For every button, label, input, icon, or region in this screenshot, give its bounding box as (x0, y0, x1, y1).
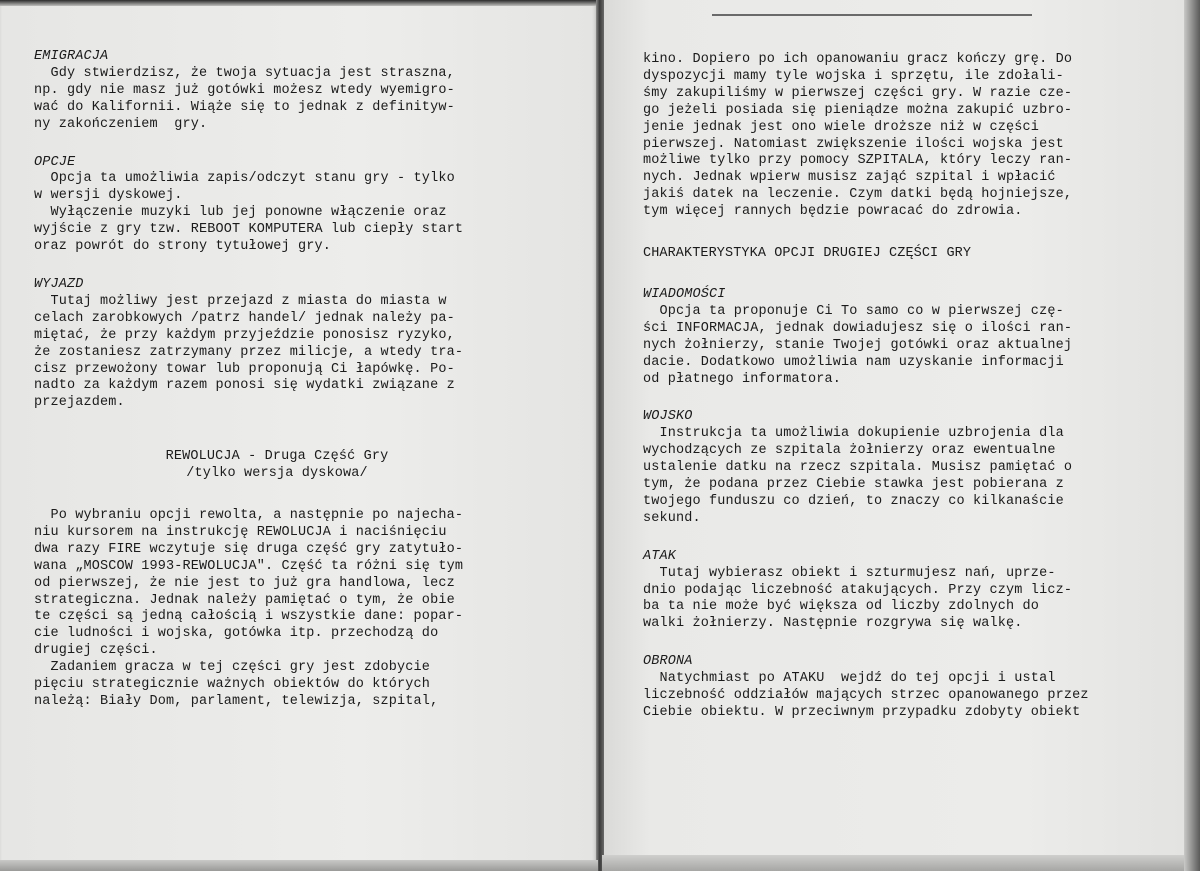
text-line: że zostaniesz zatrzymany przez milicje, a wtedy tra- (34, 344, 464, 360)
section-heading-opcje: OPCJE (34, 154, 76, 170)
text-line: Ciebie obiektu. W przeciwnym przypadku zdobyty obiekt (643, 705, 1081, 720)
text-line: Natychmiast po ATAKU wejdź do tej opcji i ustal (643, 671, 1056, 687)
text-line: od płatnego informatora. (643, 371, 842, 387)
right-column (643, 52, 1129, 722)
right-page-edge (1184, 0, 1200, 871)
text-line: kino. Dopiero po ich opanowaniu gracz kończy grę. Do (643, 52, 1073, 67)
text-line: Opcja ta umożliwia zapis/odczyt stanu gry - tylko (34, 171, 455, 187)
text-line: wychodzących ze szpitala żołnierzy oraz ewentualne (643, 443, 1056, 459)
text-line: walki żołnierzy. Następnie rozgrywa się walkę. (643, 616, 1023, 632)
text-line: strategiczna. Jednak należy pamiętać o tym, że obie (34, 592, 455, 608)
section-heading-wojsko: WOJSKO (643, 409, 693, 425)
text-line: Zadaniem gracza w tej części gry jest zdobycie (34, 660, 431, 676)
text-line: dwa razy FIRE wczytuje się druga część gry zatytuło- (34, 541, 464, 557)
text-line: jenie jednak jest ono wiele droższe niż w części (643, 119, 1040, 135)
text-line: przejazdem. (34, 395, 125, 411)
text-line: te części są jedną całością i wszystkie dane: popar- (34, 609, 464, 625)
options-section-title: CHARAKTERYSTYKA OPCJI DRUGIEJ CZĘŚCI GRY (643, 246, 972, 262)
text-line: tym, że podana przez Ciebie stawka jest pobierana z (643, 477, 1064, 493)
part-two-subtitle: /tylko wersja dyskowa/ (186, 466, 368, 482)
text-line: cie ludności i wojska, gotówka itp. przechodzą do (34, 626, 439, 642)
text-line: niu kursorem na instrukcję REWOLUCJA i naciśnięciu (34, 524, 447, 540)
text-line: Tutaj wybierasz obiekt i szturmujesz nań, uprze- (643, 565, 1056, 581)
section-heading-wiadomosci: WIADOMOŚCI (643, 286, 726, 302)
text-line: cisz przewożony towar lub proponują Ci łapówkę. Po- (34, 361, 455, 377)
page-top-edge (0, 0, 598, 6)
text-line: od pierwszej, że nie jest to już gra handlowa, lecz (34, 575, 455, 591)
text-line: ny zakończeniem gry. (34, 116, 208, 132)
text-line: tym więcej rannych będzie powracać do zdrowia. (643, 204, 1023, 220)
section-heading-obrona: OBRONA (643, 654, 693, 670)
text-line: go jeżeli posiada się pieniądze można zakupić uzbro- (643, 102, 1073, 118)
right-page-bottom-edge (602, 855, 1200, 871)
text-line: nych żołnierzy, stanie Twojej gotówki oraz aktualnej (643, 337, 1073, 353)
text-line: wać do Kalifornii. Wiąże się to jednak z definityw- (34, 99, 455, 115)
text-line: Instrukcja ta umożliwia dokupienie uzbrojenia dla (643, 426, 1064, 442)
section-heading-wyjazd: WYJAZD (34, 276, 84, 292)
text-line: nych. Jednak wpierw musisz zająć szpital i wpłacić (643, 170, 1056, 186)
text-line: Wyłączenie muzyki lub jej ponowne włączenie oraz (34, 205, 447, 221)
header-rule (712, 14, 1032, 16)
left-page-bottom-edge (0, 860, 598, 871)
text-line: ustalenie datku na rzecz szpitala. Musisz pamiętać o (643, 460, 1073, 476)
text-line: dnio podając liczebność atakujących. Przy czym licz- (643, 582, 1073, 598)
book-gutter (596, 0, 604, 871)
text-line: drugiej części. (34, 643, 158, 659)
text-line: liczebność oddziałów mających strzec opanowanego przez (643, 688, 1089, 704)
text-line: dyspozycji mamy tyle wojska i sprzętu, ile zdołali- (643, 68, 1064, 84)
section-heading-emigracja: EMIGRACJA (34, 49, 109, 64)
text-line: dacie. Dodatkowo umożliwia nam uzyskanie informacji (643, 354, 1064, 370)
text-line: należą: Biały Dom, parlament, telewizja, szpital, (34, 694, 439, 709)
text-line: pierwszej. Natomiast zwiększenie ilości wojska jest (643, 136, 1064, 152)
text-line: Po wybraniu opcji rewolta, a następnie po najecha- (34, 508, 464, 524)
text-line: pięciu strategicznie ważnych obiektów do których (34, 677, 431, 693)
text-line: np. gdy nie masz już gotówki możesz wtedy wyemigro- (34, 82, 455, 98)
text-line: miętać, że przy każdym przyjeździe ponosisz ryzyko, (34, 327, 455, 343)
text-line: oraz powrót do strony tytułowej gry. (34, 239, 332, 255)
text-line: jakiś datek na leczenie. Czym datki będą hojniejsze, (643, 187, 1073, 203)
text-line: w wersji dyskowej. (34, 188, 183, 204)
text-line: ba ta nie może być większa od liczby zdolnych do (643, 599, 1040, 615)
text-line: celach zarobkowych /patrz handel/ jednak należy pa- (34, 310, 455, 326)
text-line: wyjście z gry tzw. REBOOT KOMPUTERA lub ciepły start (34, 222, 464, 238)
text-line: Opcja ta proponuje Ci To samo co w pierwszej czę- (643, 303, 1064, 319)
text-line: wana „MOSCOW 1993-REWOLUCJA". Część ta różni się tym (34, 558, 464, 574)
text-line: Tutaj możliwy jest przejazd z miasta do miasta w (34, 293, 447, 309)
left-column (34, 49, 520, 711)
text-line: możliwe tylko przy pomocy SZPITALA, który leczy ran- (643, 153, 1073, 169)
text-line: twojego funduszu co dzień, to znaczy co kilkanaście (643, 493, 1064, 509)
part-two-title: REWOLUCJA - Druga Część Gry (165, 449, 389, 465)
text-line: śmy zakupiliśmy w pierwszej części gry. W razie cze- (643, 85, 1073, 101)
text-line: ści INFORMACJA, jednak dowiadujesz się o ilości ran- (643, 320, 1073, 336)
text-line: Gdy stwierdzisz, że twoja sytuacja jest straszna, (34, 65, 455, 81)
text-line: nadto za każdym razem ponosi się wydatki związane z (34, 378, 455, 394)
section-heading-atak: ATAK (643, 548, 677, 564)
text-line: sekund. (643, 510, 701, 526)
